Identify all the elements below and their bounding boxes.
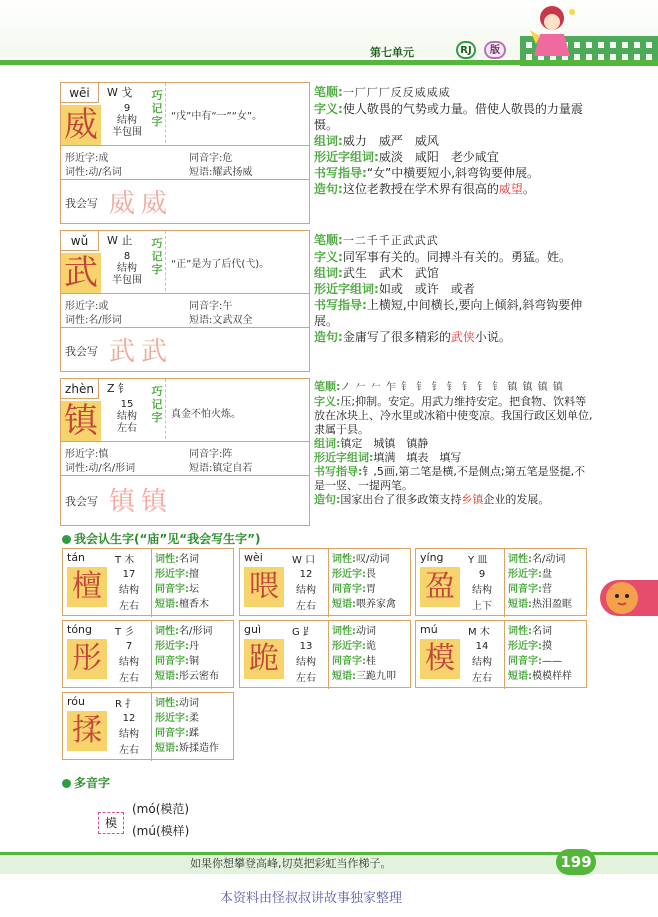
fairy-illustration-icon [522, 0, 578, 62]
recognize-card [62, 692, 234, 760]
pinyin: yíng [420, 551, 444, 564]
big-character: 威 [61, 105, 101, 145]
homophone-line: 同音字:胃 [332, 584, 376, 595]
phrase-line: 短语:热泪盈眶 [508, 599, 572, 610]
qiao-ji-zi-label: 巧 记 字 [151, 385, 163, 424]
phrase-line: 短语:矫揉造作 [155, 743, 219, 754]
phrase: 短语:耀武扬威 [189, 167, 253, 178]
similar-line: 形近字:畏 [332, 569, 376, 580]
unit-label: 第七单元 [370, 46, 414, 59]
mnemonic: “戊”中有“一”“女”。 [171, 111, 263, 122]
phrase-line: 短语:彤云密布 [155, 671, 219, 682]
index-radical: Z 钅 [107, 382, 130, 395]
mnemonic: 真金不怕火炼。 [171, 409, 241, 420]
divider [504, 549, 505, 617]
big-character: 跪 [244, 639, 284, 679]
structure-label: 结构 [117, 411, 137, 422]
char-card-wu [60, 230, 310, 372]
sentence: 金庸写了很多精彩的 [342, 330, 451, 344]
divider [165, 83, 166, 143]
sentence: 国家出台了很多政策支持 [340, 493, 462, 506]
credit-line: 本资料由怪叔叔讲故事独家整理 [220, 891, 403, 906]
index-radical: M 木 [468, 627, 490, 638]
structure-type: 左右 [296, 673, 316, 684]
polyphone-reading-1: (mó(模范) [132, 802, 190, 816]
divider [61, 327, 309, 328]
pinyin: tóng [67, 623, 92, 636]
similar-line: 形近字:丹 [155, 641, 199, 652]
similar-char: 形近字:或 [65, 301, 109, 312]
trace-characters: 威威 [109, 189, 174, 219]
phrase: 短语:文武双全 [189, 315, 253, 326]
structure-label: 结构 [117, 115, 137, 126]
stroke-count: 13 [299, 641, 313, 652]
index-radical: G 𧾷 [292, 627, 313, 638]
similar-line: 形近字:擅 [155, 569, 199, 580]
edition-badge: 版 [484, 41, 506, 59]
similar-words: 填满 填表 填写 [373, 451, 462, 464]
homophone-line: 同音字:铜 [155, 656, 199, 667]
divider [504, 621, 505, 689]
structure-type: 上下 [472, 601, 492, 612]
polyphone-char: 模 [98, 812, 124, 834]
trace-characters: 武武 [109, 337, 174, 367]
similar-char: 形近字:慎 [65, 449, 109, 460]
phrase-line: 短语:檀香木 [155, 599, 209, 610]
structure-label: 结构 [119, 729, 139, 740]
meaning: 压;抑制。安定。用武力维持安定。把食物、饮料等放在冰块上、冷水里或冰箱中使变凉。我国行政区划单位,隶属于县。 [314, 395, 593, 436]
divider [61, 145, 309, 146]
page-number: 199 [556, 849, 596, 875]
phrase-line: 短语:喂养家禽 [332, 599, 396, 610]
similar-line: 形近字:柔 [155, 713, 199, 724]
pinyin: wèi [244, 551, 263, 564]
pinyin: tán [67, 551, 86, 564]
words: 威力 威严 威风 [342, 134, 439, 148]
qiao-ji-zi-label: 巧 记 字 [151, 237, 163, 276]
stroke-count: 12 [299, 569, 313, 580]
divider [151, 621, 152, 689]
structure-label: 结构 [472, 657, 492, 668]
words: 镇定 城镇 镇静 [340, 437, 429, 450]
cat-face-icon [606, 582, 638, 614]
stroke-count: 9 [123, 103, 131, 114]
phrase-line: 短语:三跪九叩 [332, 671, 396, 682]
pos-line: 词性:名/动词 [508, 554, 566, 565]
pinyin: zhèn [61, 379, 99, 399]
recognize-card [62, 548, 234, 616]
big-character: 盈 [420, 567, 460, 607]
pos-line: 词性:动词 [332, 626, 376, 637]
write-label: 我会写 [65, 345, 98, 358]
index-radical: W 止 [107, 234, 133, 247]
structure-type: 左右 [296, 601, 316, 612]
divider [61, 179, 309, 180]
structure-type: 左右 [119, 601, 139, 612]
pinyin: wǔ [61, 231, 99, 251]
structure-type: 左右 [119, 673, 139, 684]
big-character: 揉 [67, 711, 107, 751]
structure-label: 结构 [119, 657, 139, 668]
big-character: 彤 [67, 639, 107, 679]
similar-line: 形近字:盘 [508, 569, 552, 580]
structure-type: 左右 [119, 745, 139, 756]
similar-char: 形近字:成 [65, 153, 109, 164]
big-character: 武 [61, 253, 101, 293]
footer-motto: 如果你想攀登高峰,切莫把彩虹当作梯子。 [190, 857, 392, 870]
writing-guide: 上横短,中间横长,要向上倾斜,斜弯钩要伸展。 [314, 298, 583, 328]
homophone-line: 同音字:坛 [155, 584, 199, 595]
divider [165, 231, 166, 291]
recognize-card [239, 620, 411, 688]
bullet-icon [62, 535, 71, 544]
structure-type: 左右 [472, 673, 492, 684]
divider [61, 293, 309, 294]
structure-label: 结构 [296, 585, 316, 596]
write-label: 我会写 [65, 197, 98, 210]
homophone: 同音字:危 [189, 153, 233, 164]
homophone: 同音字:阵 [189, 449, 233, 460]
sentence: 这位老教授在学术界有很高的 [342, 182, 499, 196]
structure-type: 半包围 [112, 127, 142, 138]
writing-guide: “女”中横要短小,斜弯钩要伸展。 [366, 166, 540, 180]
writing-guide: 钅,5画,第二笔是横,不是侧点;第五笔是竖提,不是一竖、一提两笔。 [314, 465, 586, 492]
trace-characters: 镇镇 [109, 487, 174, 517]
similar-words: 威淡 咸阳 老少咸宜 [378, 150, 499, 164]
polyphone-reading-2: (mú(模样) [132, 824, 190, 838]
stroke-order: 一厂厂厂反反威威威 [342, 86, 451, 99]
index-radical: W 戈 [107, 86, 133, 99]
mnemonic: “正”是为了后代(弋)。 [171, 259, 270, 270]
divider [165, 379, 166, 439]
write-label: 我会写 [65, 495, 98, 508]
stroke-count: 12 [122, 713, 136, 724]
big-character: 喂 [244, 567, 284, 607]
index-radical: T 彡 [115, 627, 135, 638]
recognize-card [415, 620, 587, 688]
char-info-wei: 笔顺:一厂厂厂反反威威威 字义:使人敬畏的气势或力量。借使人敬畏的力量震慑。 组词:威力 威严 威风 形近字组词:威淡 咸阳 老少咸宜 书写指导:“女”中横要短小,斜弯钩要伸展。 造句:这位老教授在学术界有很高的威望。 [314, 85, 583, 196]
similar-line: 形近字:诡 [332, 641, 376, 652]
pinyin: mú [420, 623, 438, 636]
big-character: 模 [420, 639, 460, 679]
homophone-line: 同音字:蹂 [155, 728, 199, 739]
stroke-count: 15 [120, 399, 134, 410]
meaning: 同军事有关的。同搏斗有关的。勇猛。姓。 [342, 250, 571, 264]
pinyin: wēi [61, 83, 99, 103]
recognize-card [62, 620, 234, 688]
stroke-count: 7 [125, 641, 133, 652]
divider [328, 621, 329, 689]
part-of-speech: 词性:动/名词 [65, 167, 122, 178]
recognize-card [415, 548, 587, 616]
stroke-order: ノ 𠂉 𠂉 乍 钅 钅 钅 钅 钅 钅 钅 镇 镇 镇 镇 [340, 382, 564, 393]
divider [328, 549, 329, 617]
homophone-line: 同音字:—— [508, 656, 562, 667]
homophone-line: 同音字:桂 [332, 656, 376, 667]
meaning: 使人敬畏的气势或力量。借使人敬畏的力量震慑。 [314, 102, 583, 132]
homophone-line: 同音字:营 [508, 584, 552, 595]
recognize-card [239, 548, 411, 616]
stroke-count: 14 [475, 641, 489, 652]
structure-label: 结构 [119, 585, 139, 596]
part-of-speech: 词性:动/名/形词 [65, 463, 136, 474]
qiao-ji-zi-label: 巧 记 字 [151, 89, 163, 128]
char-card-wei [60, 82, 310, 224]
char-info-wu: 笔顺:一二千千正武武武 字义:同军事有关的。同搏斗有关的。勇猛。姓。 组词:武生 武术 武馆 形近字组词:如或 或许 或者 书写指导:上横短,中间横长,要向上倾斜,斜弯钩要伸展。 造句:金庸写了很多精彩的武侠小说。 [314, 233, 583, 344]
pos-line: 词性:动词 [155, 698, 199, 709]
structure-label: 结构 [472, 585, 492, 596]
polyphone-heading: 多音字 [62, 774, 110, 791]
stroke-count: 8 [123, 251, 131, 262]
divider [151, 693, 152, 761]
rj-badge: RJ [456, 41, 476, 59]
recognize-heading: 我会认生字(“庙”见“我会写生字”) [62, 530, 261, 547]
divider [151, 549, 152, 617]
pos-line: 词性:名词 [508, 626, 552, 637]
char-info-zhen: 笔顺:ノ 𠂉 𠂉 乍 钅 钅 钅 钅 钅 钅 钅 镇 镇 镇 镇 字义:压;抑制。安定。用武力维持安定。把食物、饮料等放在冰块上、冷水里或冰箱中使变凉。我国行政区划单位,隶属于县。 组词:镇定 城镇 镇静 形近字组词:填满 填表 填写 书写指导:钅,5画,第二笔是横,不是侧点;第五笔是竖提,不是一竖、一提两笔。 造句:国家出台了很多政策支持乡镇企业的发展。 [314, 380, 593, 506]
structure-type: 左右 [117, 423, 137, 434]
index-radical: Y 皿 [468, 555, 488, 566]
pos-line: 词性:名/形词 [155, 626, 213, 637]
pos-line: 词性:叹/动词 [332, 554, 390, 565]
stroke-count: 9 [478, 569, 486, 580]
bullet-icon [62, 779, 71, 788]
structure-type: 半包围 [112, 275, 142, 286]
pinyin: róu [67, 695, 85, 708]
index-radical: R 扌 [115, 699, 136, 710]
index-radical: W 口 [292, 555, 316, 566]
divider [61, 441, 309, 442]
stroke-order: 一二千千正武武武 [342, 234, 439, 247]
structure-label: 结构 [117, 263, 137, 274]
homophone: 同音字:午 [189, 301, 233, 312]
phrase: 短语:镇定自若 [189, 463, 253, 474]
structure-label: 结构 [296, 657, 316, 668]
divider [61, 475, 309, 476]
similar-words: 如或 或许 或者 [378, 282, 475, 296]
big-character: 檀 [67, 567, 107, 607]
part-of-speech: 词性:名/形词 [65, 315, 122, 326]
big-character: 镇 [61, 401, 101, 441]
similar-line: 形近字:摸 [508, 641, 552, 652]
pos-line: 词性:名词 [155, 554, 199, 565]
stroke-count: 17 [122, 569, 136, 580]
pinyin: guì [244, 623, 262, 636]
words: 武生 武术 武馆 [342, 266, 439, 280]
phrase-line: 短语:模模样样 [508, 671, 572, 682]
index-radical: T 木 [115, 555, 135, 566]
char-card-zhen [60, 378, 310, 526]
